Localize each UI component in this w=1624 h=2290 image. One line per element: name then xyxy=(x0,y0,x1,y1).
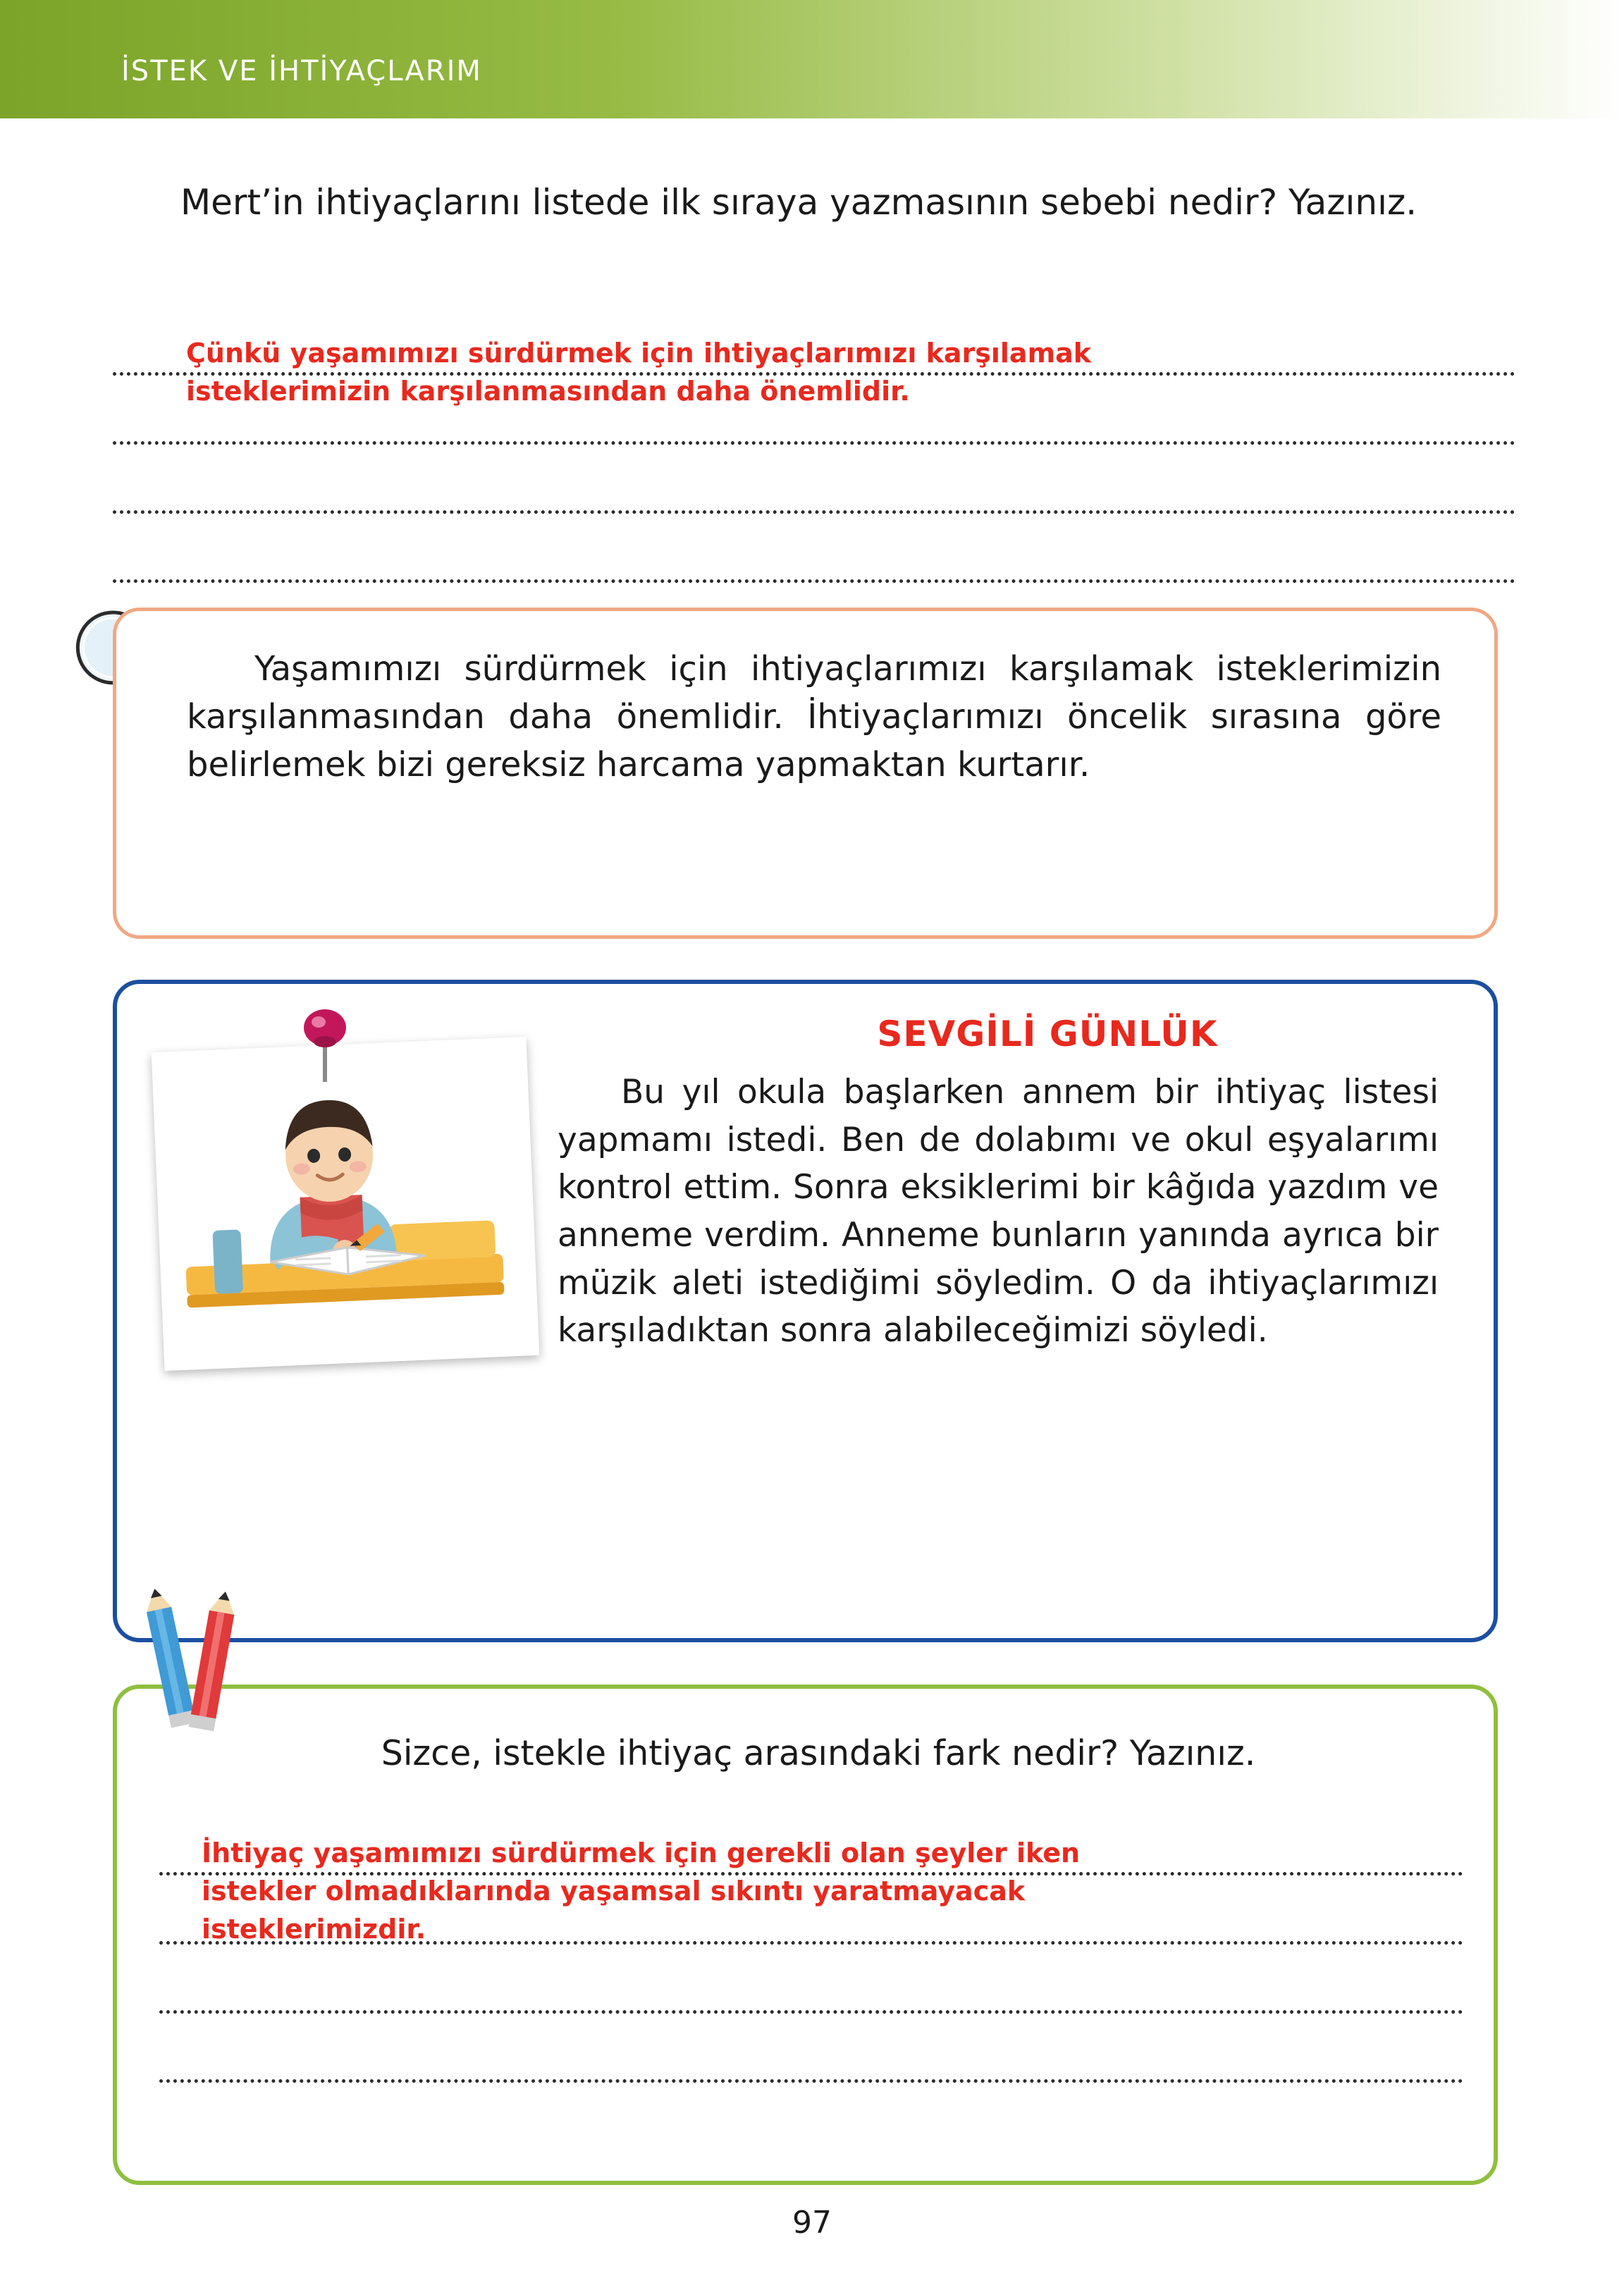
question-1-text: Mert’in ihtiyaçlarını listede ilk sıraya yazmasının sebebi nedir? Yazınız. xyxy=(180,182,1417,223)
push-pin-icon xyxy=(293,1002,357,1087)
diary-text: Bu yıl okula başlarken annem bir ihtiyaç listesi yapmamı istedi. Ben de dolabımı ve okul eşyalarımı kontrol ettim. Sonra eksiklerimi bir kâğıda yazdım ve anneme verdim. Anneme bunların yanında ayrıca bir müzik aleti istediğimi söyledim. O da ihtiyaçlarımızı karşıladıktan sonra alabileceğimizi söyledi. xyxy=(558,1073,1439,1350)
answer-line xyxy=(159,2010,1463,2014)
answer-line xyxy=(113,579,1515,583)
pencils-icon xyxy=(127,1579,275,1741)
diary-title: SEVGİLİ GÜNLÜK xyxy=(877,1014,1218,1054)
info-box-text: Yaşamımızı sürdürmek için ihtiyaçlarımızı karşılamak isteklerimizin karşılanmasından daha önemlidir. İhtiyaçlarımızı öncelik sırasına göre belirlemek bizi gereksiz harcama yapmaktan kurtarır. xyxy=(187,649,1441,785)
answer-line xyxy=(113,510,1515,514)
page-title: İSTEK VE İHTİYAÇLARIM xyxy=(121,55,482,87)
answer-line xyxy=(113,441,1515,445)
question-2-text: Sizce, istekle ihtiyaç arasındaki fark nedir? Yazınız. xyxy=(381,1733,1256,1773)
answer-2-line-1: İhtiyaç yaşamımızı sürdürmek için gerekli olan şeyler iken xyxy=(202,1837,1081,1869)
boy-writing-at-desk-photo xyxy=(152,1037,539,1371)
answer-1-line-1: Çünkü yaşamımızı sürdürmek için ihtiyaçlarımızı karşılamak xyxy=(186,338,1092,369)
question-2-box xyxy=(113,1685,1498,2185)
page-number: 97 xyxy=(792,2205,832,2241)
answer-2-line-3: isteklerimizdir. xyxy=(202,1914,426,1945)
answer-2-area[interactable] xyxy=(159,1830,1463,2133)
info-box xyxy=(113,608,1498,939)
answer-1-line-2: isteklerimizin karşılanmasından daha önemlidir. xyxy=(186,376,910,407)
diary-box xyxy=(113,980,1498,1642)
page-header-bar xyxy=(0,0,1624,118)
answer-line xyxy=(159,2079,1463,2083)
answer-1-area[interactable] xyxy=(113,330,1515,555)
answer-2-line-2: istekler olmadıklarında yaşamsal sıkıntı yaratmayacak xyxy=(202,1876,1026,1907)
